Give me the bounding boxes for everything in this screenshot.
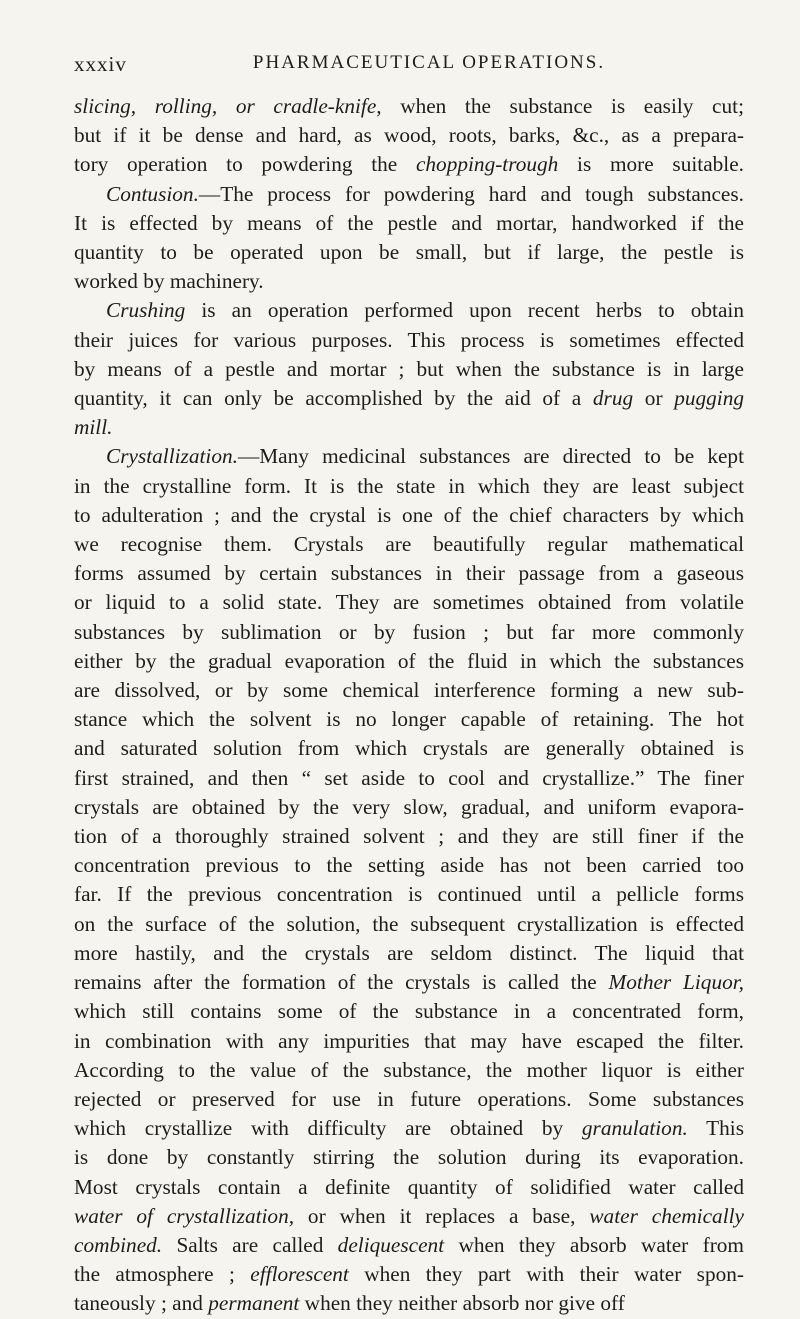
text-run: According to the value of the substance, the mother liquor is either (74, 1057, 744, 1082)
text-line (74, 121, 744, 150)
text-run: but if it be dense and hard, as wood, roots, barks, &c., as a prepara- (74, 123, 744, 148)
text-run: or when it replaces a base, (294, 1203, 590, 1228)
text-line (74, 910, 744, 939)
italic-term: combined. (74, 1232, 163, 1257)
text-run: —Many medicinal substances are directed to be kept (237, 444, 744, 469)
text-line (74, 1202, 744, 1231)
text-run: forms assumed by certain substances in their passage from a gaseous (74, 561, 744, 586)
text-run: are dissolved, or by some chemical interference forming a new sub- (74, 678, 744, 703)
text-run: —The process for powdering hard and tough substances. (198, 181, 744, 206)
text-line (74, 1173, 744, 1202)
text-run: quantity, it can only be accomplished by the aid of a (74, 386, 593, 411)
text-run: we recognise them. Crystals are beautifully regular mathematical (74, 532, 744, 557)
text-run: substances by sublimation or by fusion ; but far more commonly (74, 619, 744, 644)
text-line (74, 296, 744, 325)
text-run: either by the gradual evaporation of the fluid in which the substances (74, 648, 744, 673)
text-line (74, 705, 744, 734)
text-line (74, 267, 744, 296)
text-run: rejected or preserved for use in future operations. Some substances (74, 1086, 744, 1111)
italic-term: Mother Liquor, (608, 970, 744, 995)
text-run: in combination with any impurities that may have escaped the filter. (74, 1028, 744, 1053)
text-run: Salts are called (162, 1232, 338, 1257)
text-run: Most crystals contain a definite quantity of solidified water called (74, 1174, 744, 1199)
text-line (74, 939, 744, 968)
text-run: more hastily, and the crystals are seldom distinct. The liquid that (74, 940, 744, 965)
text-run: their juices for various purposes. This process is sometimes effected (74, 327, 744, 352)
text-line (74, 501, 744, 530)
italic-term: deliquescent (337, 1232, 445, 1257)
text-line (74, 734, 744, 763)
text-line (74, 238, 744, 267)
page-header (74, 52, 744, 82)
text-line (74, 442, 744, 471)
text-line (74, 618, 744, 647)
text-run: or (633, 386, 675, 411)
text-line (74, 1114, 744, 1143)
text-line (74, 1260, 744, 1289)
text-run: first strained, and then “ set aside to cool and crystallize.” The finer (74, 765, 744, 790)
italic-term: slicing, rolling, or cradle-knife, (74, 94, 382, 118)
text-line (74, 413, 744, 442)
text-run: tion of a thoroughly strained solvent ; and they are still finer if the (74, 824, 744, 849)
text-run: quantity to be operated upon be small, but if large, the pestle is (74, 240, 744, 265)
text-run: This (687, 1116, 744, 1141)
text-run: tory operation to powdering the (74, 152, 416, 177)
text-run: It is effected by means of the pestle and mortar, handworked if the (74, 210, 744, 235)
text-line (74, 1056, 744, 1085)
text-run: which crystallize with difficulty are obtained by (74, 1116, 582, 1141)
italic-term: pugging (674, 386, 745, 411)
running-head: PHARMACEUTICAL OPERATIONS. (252, 52, 606, 73)
text-run: to adulteration ; and the crystal is one of the chief characters by which (74, 502, 744, 527)
text-run: when the substance is easily cut; (381, 94, 744, 118)
text-line (74, 676, 744, 705)
text-run: on the surface of the solution, the subsequent crystallization is effected (74, 911, 744, 936)
italic-term: drug (592, 386, 634, 411)
text-run: is more suitable. (558, 152, 744, 177)
text-line (74, 530, 744, 559)
text-line (74, 997, 744, 1026)
text-run: or liquid to a solid state. They are sometimes obtained from volatile (74, 590, 744, 615)
text-run: is an operation performed upon recent herbs to obtain (185, 298, 744, 323)
text-line (74, 647, 744, 676)
text-line (74, 1085, 744, 1114)
text-run: crystals are obtained by the very slow, gradual, and uniform evapora- (74, 794, 744, 819)
text-run: far. If the previous concentration is continued until a pellicle forms (74, 882, 744, 907)
text-run: when they part with their water spon- (348, 1262, 744, 1287)
text-run: which still contains some of the substance in a concentrated form, (74, 999, 744, 1024)
italic-term: Crushing (106, 298, 186, 323)
italic-term: mill. (74, 415, 113, 440)
italic-term: efflorescent (250, 1262, 349, 1287)
italic-term: chopping-trough (415, 152, 559, 177)
text-run: and saturated solution from which crystals are generally obtained is (74, 736, 744, 761)
text-line (74, 180, 744, 209)
text-run: by means of a pestle and mortar ; but when the substance is in large (74, 356, 744, 381)
text-run: when they absorb water from (444, 1232, 744, 1257)
text-line (74, 326, 744, 355)
text-line (74, 472, 744, 501)
italic-term: Contusion. (106, 181, 199, 206)
italic-term: permanent (208, 1291, 300, 1316)
text-line (74, 559, 744, 588)
page-number: xxxiv (74, 52, 127, 76)
text-line (74, 209, 744, 238)
text-run: the atmosphere ; (74, 1262, 251, 1287)
text-line (74, 1289, 744, 1318)
text-run: is done by constantly stirring the solution during its evaporation. (74, 1145, 744, 1170)
text-line (74, 968, 744, 997)
italic-term: Crystallization. (106, 444, 238, 469)
text-line (74, 1027, 744, 1056)
text-run: taneously ; and (74, 1291, 209, 1316)
italic-term: water chemically (589, 1203, 744, 1228)
text-run: concentration previous to the setting aside has not been carried too (74, 853, 744, 878)
body-text (74, 92, 744, 1319)
text-run: in the crystalline form. It is the state in which they are least subject (74, 473, 744, 498)
text-line (74, 880, 744, 909)
text-run: worked by machinery. (74, 269, 264, 294)
text-run: when they neither absorb nor give off (299, 1291, 625, 1316)
text-line (74, 150, 744, 179)
text-line (74, 355, 744, 384)
text-line (74, 822, 744, 851)
text-line (74, 793, 744, 822)
text-line (74, 92, 744, 121)
text-line (74, 1231, 744, 1260)
text-line (74, 1143, 744, 1172)
italic-term: water of crystallization, (74, 1203, 295, 1228)
text-line (74, 764, 744, 793)
text-run: stance which the solvent is no longer capable of retaining. The hot (74, 707, 744, 732)
text-line (74, 384, 744, 413)
italic-term: granulation. (581, 1116, 688, 1141)
text-line (74, 851, 744, 880)
text-line (74, 588, 744, 617)
text-run: remains after the formation of the crystals is called the (74, 970, 609, 995)
